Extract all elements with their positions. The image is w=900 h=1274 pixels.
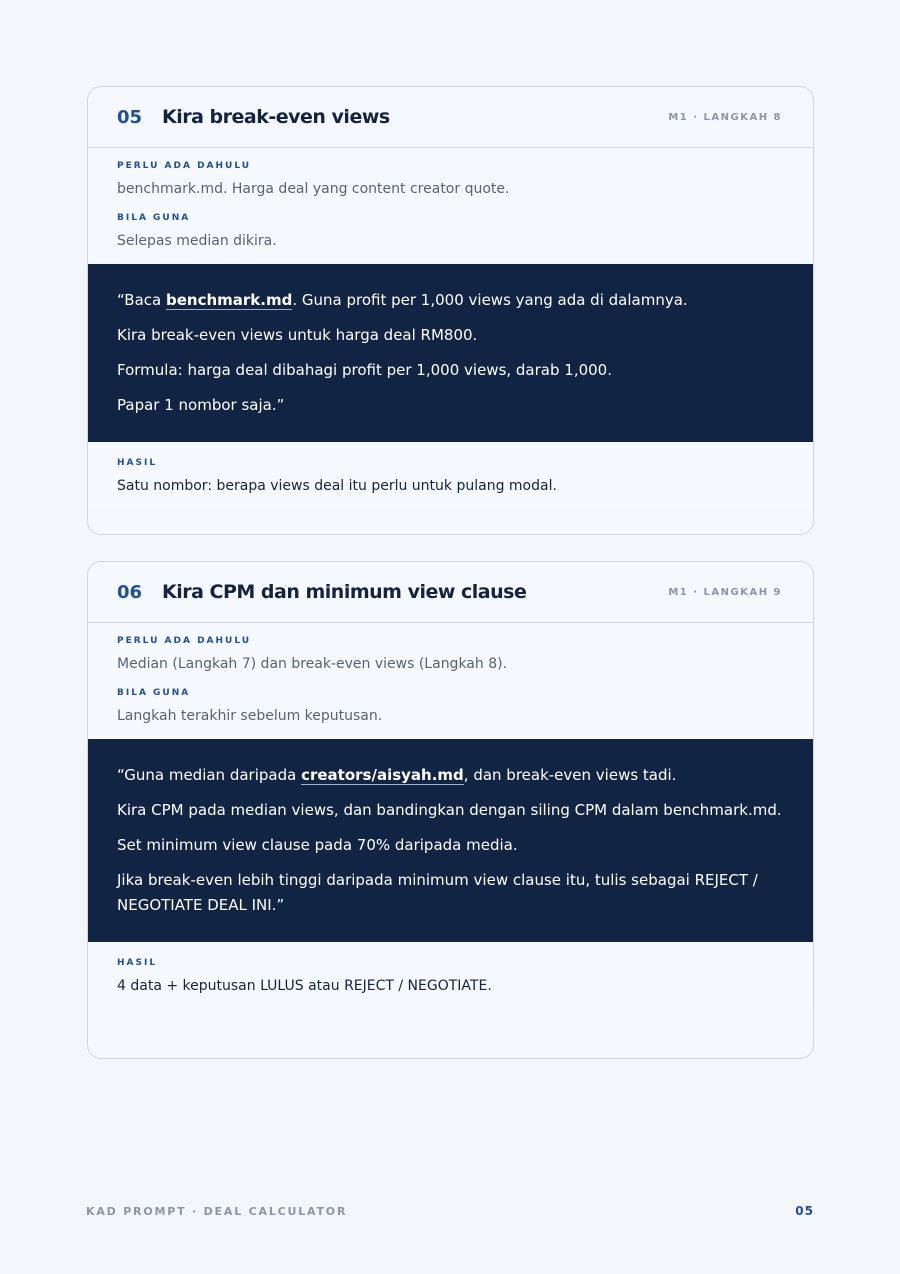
card-meta — [88, 148, 813, 264]
prompt-block — [88, 264, 813, 442]
card-meta — [88, 623, 813, 739]
card-header — [88, 562, 813, 623]
prompt-card — [87, 561, 814, 1059]
card-result — [88, 442, 813, 508]
card-number: 06 — [117, 581, 143, 603]
prompt-line: Kira CPM pada median views, dan bandingkan dengan siling CPM dalam benchmark.md. — [117, 801, 782, 819]
result-label: HASIL — [117, 458, 158, 468]
prompt-text: , dan break-even views tadi. — [463, 766, 677, 784]
prompt-card — [87, 86, 814, 535]
card-step: M1 · LANGKAH 8 — [668, 111, 782, 123]
prompt-line: Formula: harga deal dibahagi profit per 1,000 views, darab 1,000. — [117, 361, 612, 379]
file-link[interactable]: benchmark.md — [166, 291, 293, 309]
result-label: HASIL — [117, 958, 158, 968]
prereq-value: Median (Langkah 7) dan break-even views (Langkah 8). — [117, 656, 508, 672]
prereq-label: PERLU ADA DAHULU — [117, 161, 252, 171]
card-header — [88, 87, 813, 148]
prompt-line — [117, 763, 783, 788]
card-title: Kira break-even views — [162, 106, 390, 128]
prompt-line: Papar 1 nombor saja.” — [117, 396, 285, 414]
prompt-line — [117, 288, 783, 313]
card-number: 05 — [117, 106, 143, 128]
page-number: 05 — [795, 1204, 814, 1218]
prompt-line: Jika break-even lebih tinggi daripada minimum view clause itu, tulis sebagai REJECT / NEGOTIATE DEAL INI.” — [117, 871, 758, 914]
when-value: Selepas median dikira. — [117, 233, 277, 249]
prompt-text: “Guna median daripada — [117, 766, 302, 784]
card-title: Kira CPM dan minimum view clause — [162, 581, 527, 603]
result-value: Satu nombor: berapa views deal itu perlu untuk pulang modal. — [117, 478, 557, 494]
prompt-block — [88, 739, 813, 942]
card-step: M1 · LANGKAH 9 — [668, 586, 782, 598]
prereq-value: benchmark.md. Harga deal yang content creator quote. — [117, 181, 510, 197]
when-label: BILA GUNA — [117, 213, 191, 223]
card-result — [88, 942, 813, 1008]
prompt-line: Set minimum view clause pada 70% daripada media. — [117, 836, 518, 854]
file-link[interactable]: creators/aisyah.md — [301, 766, 464, 784]
prompt-line: Kira break-even views untuk harga deal RM800. — [117, 326, 478, 344]
result-value: 4 data + keputusan LULUS atau REJECT / NEGOTIATE. — [117, 978, 492, 994]
footer-title: KAD PROMPT · DEAL CALCULATOR — [86, 1205, 348, 1218]
when-label: BILA GUNA — [117, 688, 191, 698]
prompt-text: . Guna profit per 1,000 views yang ada di dalamnya. — [292, 291, 688, 309]
prereq-label: PERLU ADA DAHULU — [117, 636, 252, 646]
prompt-text: “Baca — [117, 291, 166, 309]
when-value: Langkah terakhir sebelum keputusan. — [117, 708, 383, 724]
